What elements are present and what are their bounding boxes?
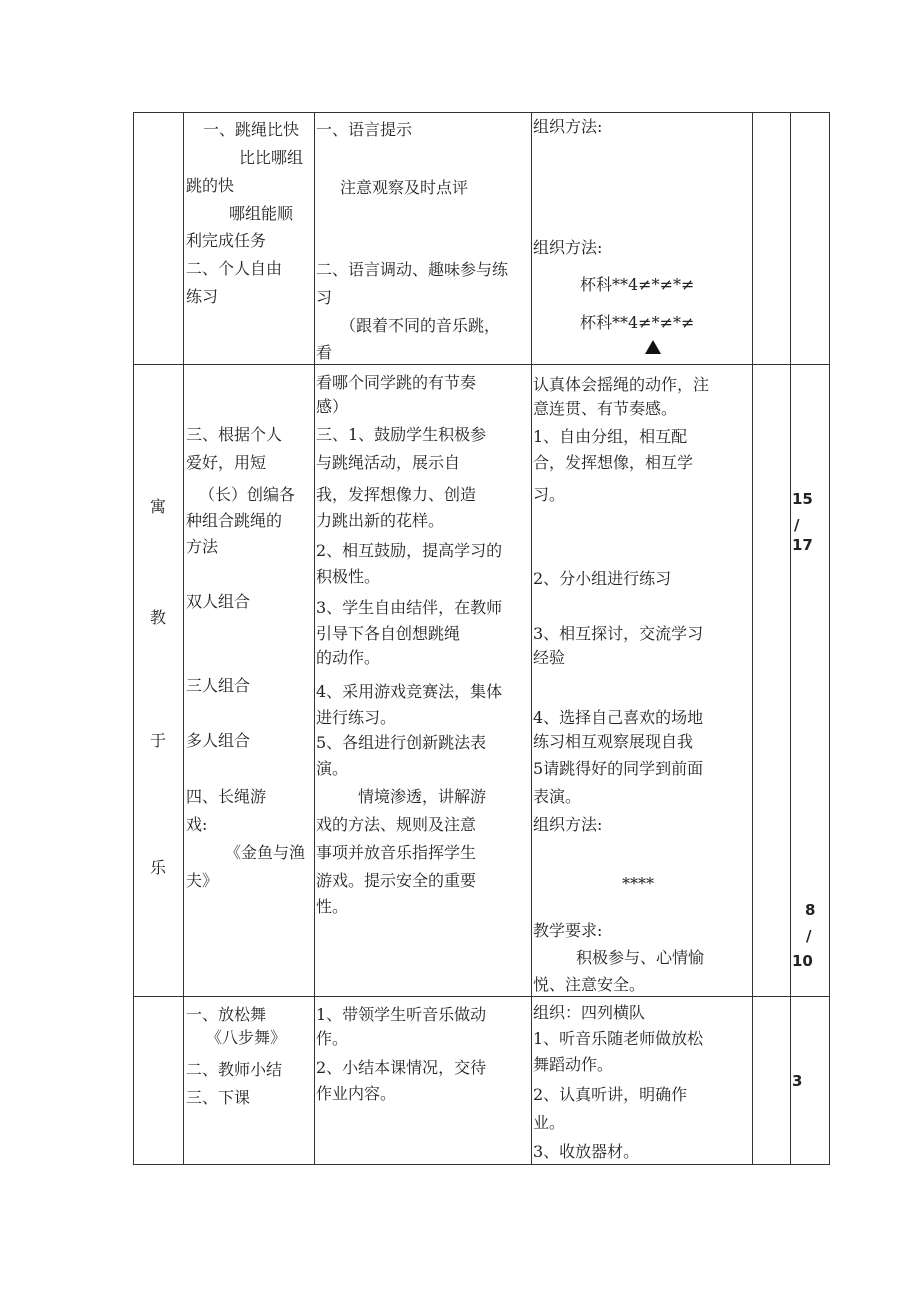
content-text: 一、跳绳比快 bbox=[203, 120, 300, 139]
organization-text: 3、相互探讨，交流学习 bbox=[533, 624, 704, 643]
method-text: 2、小结本课情况，交待 bbox=[316, 1058, 487, 1077]
organization-text: 业。 bbox=[533, 1113, 566, 1132]
column-divider bbox=[752, 112, 753, 1165]
organization-text: 认真体会摇绳的动作，注 bbox=[533, 375, 710, 394]
time-separator: / bbox=[806, 927, 812, 945]
content-text: 方法 bbox=[186, 537, 219, 556]
content-text: 练习 bbox=[186, 287, 219, 306]
content-text: 双人组合 bbox=[186, 592, 251, 611]
content-text: 利完成任务 bbox=[186, 231, 267, 250]
time-minutes: 10 bbox=[792, 952, 813, 970]
content-text: 三、下课 bbox=[186, 1088, 251, 1107]
method-text: （跟着不同的音乐跳， bbox=[340, 316, 501, 335]
method-text: 4、采用游戏竞赛法，集体 bbox=[316, 682, 503, 701]
content-text: 四、长绳游 bbox=[186, 787, 267, 806]
method-text: 进行练习。 bbox=[316, 708, 397, 727]
organization-text: 舞蹈动作。 bbox=[533, 1055, 614, 1074]
method-text: 力跳出新的花样。 bbox=[316, 511, 445, 530]
organization-text: 1、听音乐随老师做放松 bbox=[533, 1029, 704, 1048]
organization-text: 1、自由分组，相互配 bbox=[533, 427, 688, 446]
time-minutes: 17 bbox=[792, 536, 813, 554]
method-text: 注意观察及时点评 bbox=[340, 178, 469, 197]
organization-text: 2、认真听讲，明确作 bbox=[533, 1085, 688, 1104]
method-text: 与跳绳活动，展示自 bbox=[316, 453, 461, 472]
phase-label: 于 bbox=[150, 731, 167, 750]
row-divider bbox=[133, 996, 830, 997]
method-text: 三、1、鼓励学生积极参 bbox=[316, 425, 487, 444]
method-text: 的动作。 bbox=[316, 648, 381, 667]
method-text: 作。 bbox=[316, 1029, 349, 1048]
method-text: 性。 bbox=[316, 897, 349, 916]
content-text: 戏: bbox=[186, 815, 208, 834]
formation-diagram: **** bbox=[622, 874, 654, 893]
content-text: 《金鱼与渔 bbox=[225, 843, 306, 862]
row-divider bbox=[133, 364, 830, 365]
content-text: 《八步舞》 bbox=[206, 1028, 287, 1047]
column-divider bbox=[314, 112, 315, 1165]
phase-label: 教 bbox=[150, 608, 167, 627]
formation-diagram: 杯科**4≠*≠*≠ bbox=[580, 275, 695, 294]
content-text: 夫》 bbox=[186, 871, 219, 890]
organization-text: 5请跳得好的同学到前面 bbox=[533, 759, 704, 778]
method-text: 游戏。提示安全的重要 bbox=[316, 871, 477, 890]
organization-text: 悦、注意安全。 bbox=[533, 975, 646, 994]
method-text: 2、相互鼓励，提高学习的 bbox=[316, 541, 503, 560]
content-text: 种组合跳绳的 bbox=[186, 511, 283, 530]
content-text: 二、教师小结 bbox=[186, 1060, 283, 1079]
method-text: 看哪个同学跳的有节奏 bbox=[316, 373, 477, 392]
organization-text: 2、分小组进行练习 bbox=[533, 569, 672, 588]
method-text: 感） bbox=[316, 397, 349, 416]
organization-text: 经验 bbox=[533, 648, 566, 667]
organization-text: 练习相互观察展现自我 bbox=[533, 732, 694, 751]
method-text: 1、带领学生听音乐做动 bbox=[316, 1005, 487, 1024]
content-text: 比比哪组 bbox=[239, 148, 304, 167]
organization-text: 习。 bbox=[533, 485, 566, 504]
time-minutes: 15 bbox=[792, 490, 813, 508]
method-text: 一、语言提示 bbox=[316, 120, 413, 139]
organization-text: 3、收放器材。 bbox=[533, 1142, 640, 1161]
method-text: 情境渗透，讲解游 bbox=[358, 787, 487, 806]
organization-text: 组织方法: bbox=[533, 117, 603, 136]
method-text: 5、各组进行创新跳法表 bbox=[316, 733, 487, 752]
method-text: 戏的方法、规则及注意 bbox=[316, 815, 477, 834]
column-divider bbox=[790, 112, 791, 1165]
method-text: 看 bbox=[316, 343, 333, 362]
organization-text: 意连贯、有节奏感。 bbox=[533, 399, 678, 418]
time-separator: / bbox=[794, 516, 800, 534]
organization-text: 表演。 bbox=[533, 787, 582, 806]
method-text: 演。 bbox=[316, 759, 349, 778]
content-text: 爱好，用短 bbox=[186, 453, 267, 472]
content-text: （长）创编各 bbox=[199, 485, 296, 504]
triangle-icon bbox=[645, 340, 661, 354]
content-text: 哪组能顺 bbox=[229, 204, 294, 223]
method-text: 我，发挥想像力、创造 bbox=[316, 485, 477, 504]
formation-diagram: 杯科**4≠*≠*≠ bbox=[580, 313, 695, 332]
organization-text: 4、选择自己喜欢的场地 bbox=[533, 708, 704, 727]
method-text: 事项并放音乐指挥学生 bbox=[316, 843, 477, 862]
content-text: 跳的快 bbox=[186, 176, 235, 195]
content-text: 二、个人自由 bbox=[186, 259, 283, 278]
content-text: 多人组合 bbox=[186, 731, 251, 750]
time-minutes: 8 bbox=[805, 901, 816, 919]
organization-text: 组织：四列横队 bbox=[533, 1003, 646, 1022]
phase-label: 寓 bbox=[150, 497, 167, 516]
column-divider bbox=[183, 112, 184, 1165]
method-text: 3、学生自由结伴，在教师 bbox=[316, 598, 503, 617]
method-text: 习 bbox=[316, 288, 333, 307]
method-text: 引导下各自创想跳绳 bbox=[316, 624, 461, 643]
organization-text: 教学要求: bbox=[533, 921, 603, 940]
method-text: 二、语言调动、趣味参与练 bbox=[316, 260, 509, 279]
organization-text: 积极参与、心情愉 bbox=[576, 948, 705, 967]
organization-text: 组织方法: bbox=[533, 815, 603, 834]
column-divider bbox=[531, 112, 532, 1165]
content-text: 三、根据个人 bbox=[186, 425, 283, 444]
method-text: 作业内容。 bbox=[316, 1084, 397, 1103]
content-text: 三人组合 bbox=[186, 676, 251, 695]
phase-label: 乐 bbox=[150, 858, 167, 877]
organization-text: 合，发挥想像，相互学 bbox=[533, 453, 694, 472]
organization-text: 组织方法: bbox=[533, 238, 603, 257]
method-text: 积极性。 bbox=[316, 567, 381, 586]
time-minutes: 3 bbox=[792, 1072, 803, 1090]
content-text: 一、放松舞 bbox=[186, 1005, 267, 1024]
